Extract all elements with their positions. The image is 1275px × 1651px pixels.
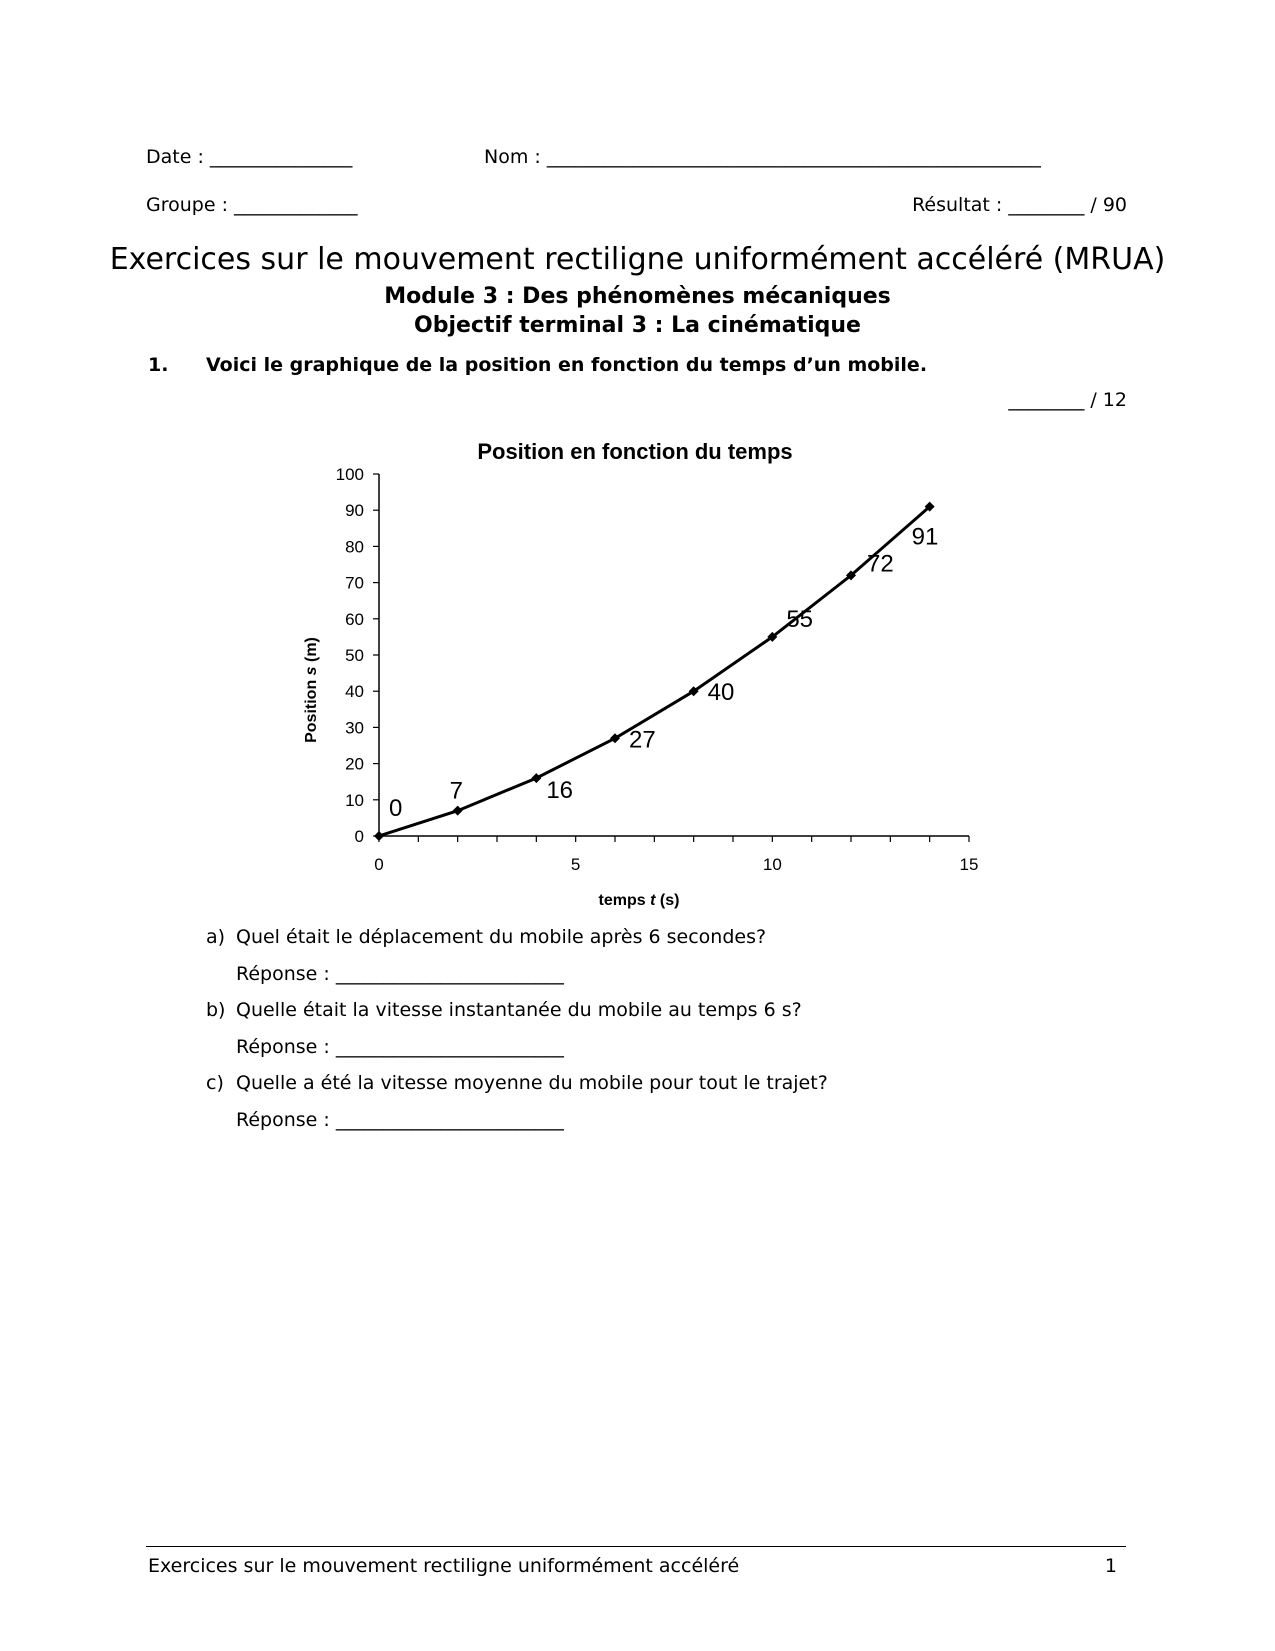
y-tick-label: 90 — [345, 501, 364, 521]
footer-text: Exercices sur le mouvement rectiligne uniformément accéléré — [148, 1555, 740, 1577]
chart-title: Position en fonction du temps — [477, 439, 793, 464]
y-tick-label: 100 — [335, 465, 364, 484]
y-axis-label: Position s (m) — [303, 637, 320, 743]
page-number: 1 — [1104, 1555, 1117, 1577]
position-time-chart — [272, 425, 982, 915]
y-tick-label: 0 — [354, 827, 364, 846]
y-tick-label: 10 — [345, 790, 364, 810]
x-tick-label: 0 — [374, 855, 384, 874]
date-field: Date : _______________ — [146, 146, 353, 168]
footer-rule — [146, 1546, 1126, 1547]
group-field: Groupe : _____________ — [146, 194, 358, 216]
x-axis-label: temps t (s) — [598, 892, 680, 909]
data-label: 91 — [911, 523, 939, 551]
item-a-answer: Réponse : ________________________ — [236, 963, 564, 985]
x-tick-label: 10 — [762, 855, 782, 874]
data-point — [374, 831, 384, 841]
result-field: Résultat : ________ / 90 — [912, 194, 1127, 216]
y-tick-label: 80 — [345, 537, 364, 557]
item-c-text: Quelle a été la vitesse moyenne du mobile pour tout le trajet? — [236, 1072, 828, 1094]
chart-ticks — [336, 465, 979, 874]
data-point — [531, 773, 541, 783]
y-tick-label: 60 — [345, 609, 364, 629]
y-tick-label: 20 — [345, 754, 364, 774]
item-b-answer: Réponse : ________________________ — [236, 1036, 564, 1058]
data-label: 27 — [629, 726, 656, 754]
question-number: 1. — [148, 354, 169, 376]
data-label: 16 — [546, 777, 574, 805]
objective-subtitle: Objectif terminal 3 : La cinématique — [414, 313, 861, 338]
data-label: 40 — [707, 679, 735, 707]
data-label: 7 — [449, 777, 464, 805]
data-label: 72 — [867, 550, 894, 578]
name-field: Nom : ____________________________________________________ — [484, 146, 1041, 168]
chart-axes — [379, 474, 969, 836]
item-a-letter: a) — [206, 926, 226, 948]
item-c-letter: c) — [206, 1072, 224, 1094]
item-b-text: Quelle était la vitesse instantanée du mobile au temps 6 s? — [236, 999, 802, 1021]
module-subtitle: Module 3 : Des phénomènes mécaniques — [384, 284, 891, 309]
item-b-letter: b) — [206, 999, 226, 1021]
question-text: Voici le graphique de la position en fonction du temps d’un mobile. — [206, 354, 928, 376]
chart-point-labels — [389, 524, 938, 822]
data-point — [453, 806, 463, 816]
data-label: 0 — [389, 795, 403, 822]
item-a-text: Quel était le déplacement du mobile après 6 secondes? — [236, 926, 767, 948]
y-tick-label: 50 — [345, 646, 364, 665]
item-c-answer: Réponse : ________________________ — [236, 1109, 564, 1131]
y-tick-label: 70 — [345, 573, 364, 593]
y-tick-label: 30 — [345, 718, 364, 738]
y-tick-label: 40 — [345, 682, 364, 702]
x-tick-label: 5 — [570, 855, 581, 874]
question-score: ________ / 12 — [1008, 389, 1127, 411]
x-tick-label: 15 — [959, 855, 979, 874]
page-title: Exercices sur le mouvement rectiligne uniformément accéléré (MRUA) — [109, 242, 1166, 277]
data-label: 55 — [786, 605, 814, 633]
